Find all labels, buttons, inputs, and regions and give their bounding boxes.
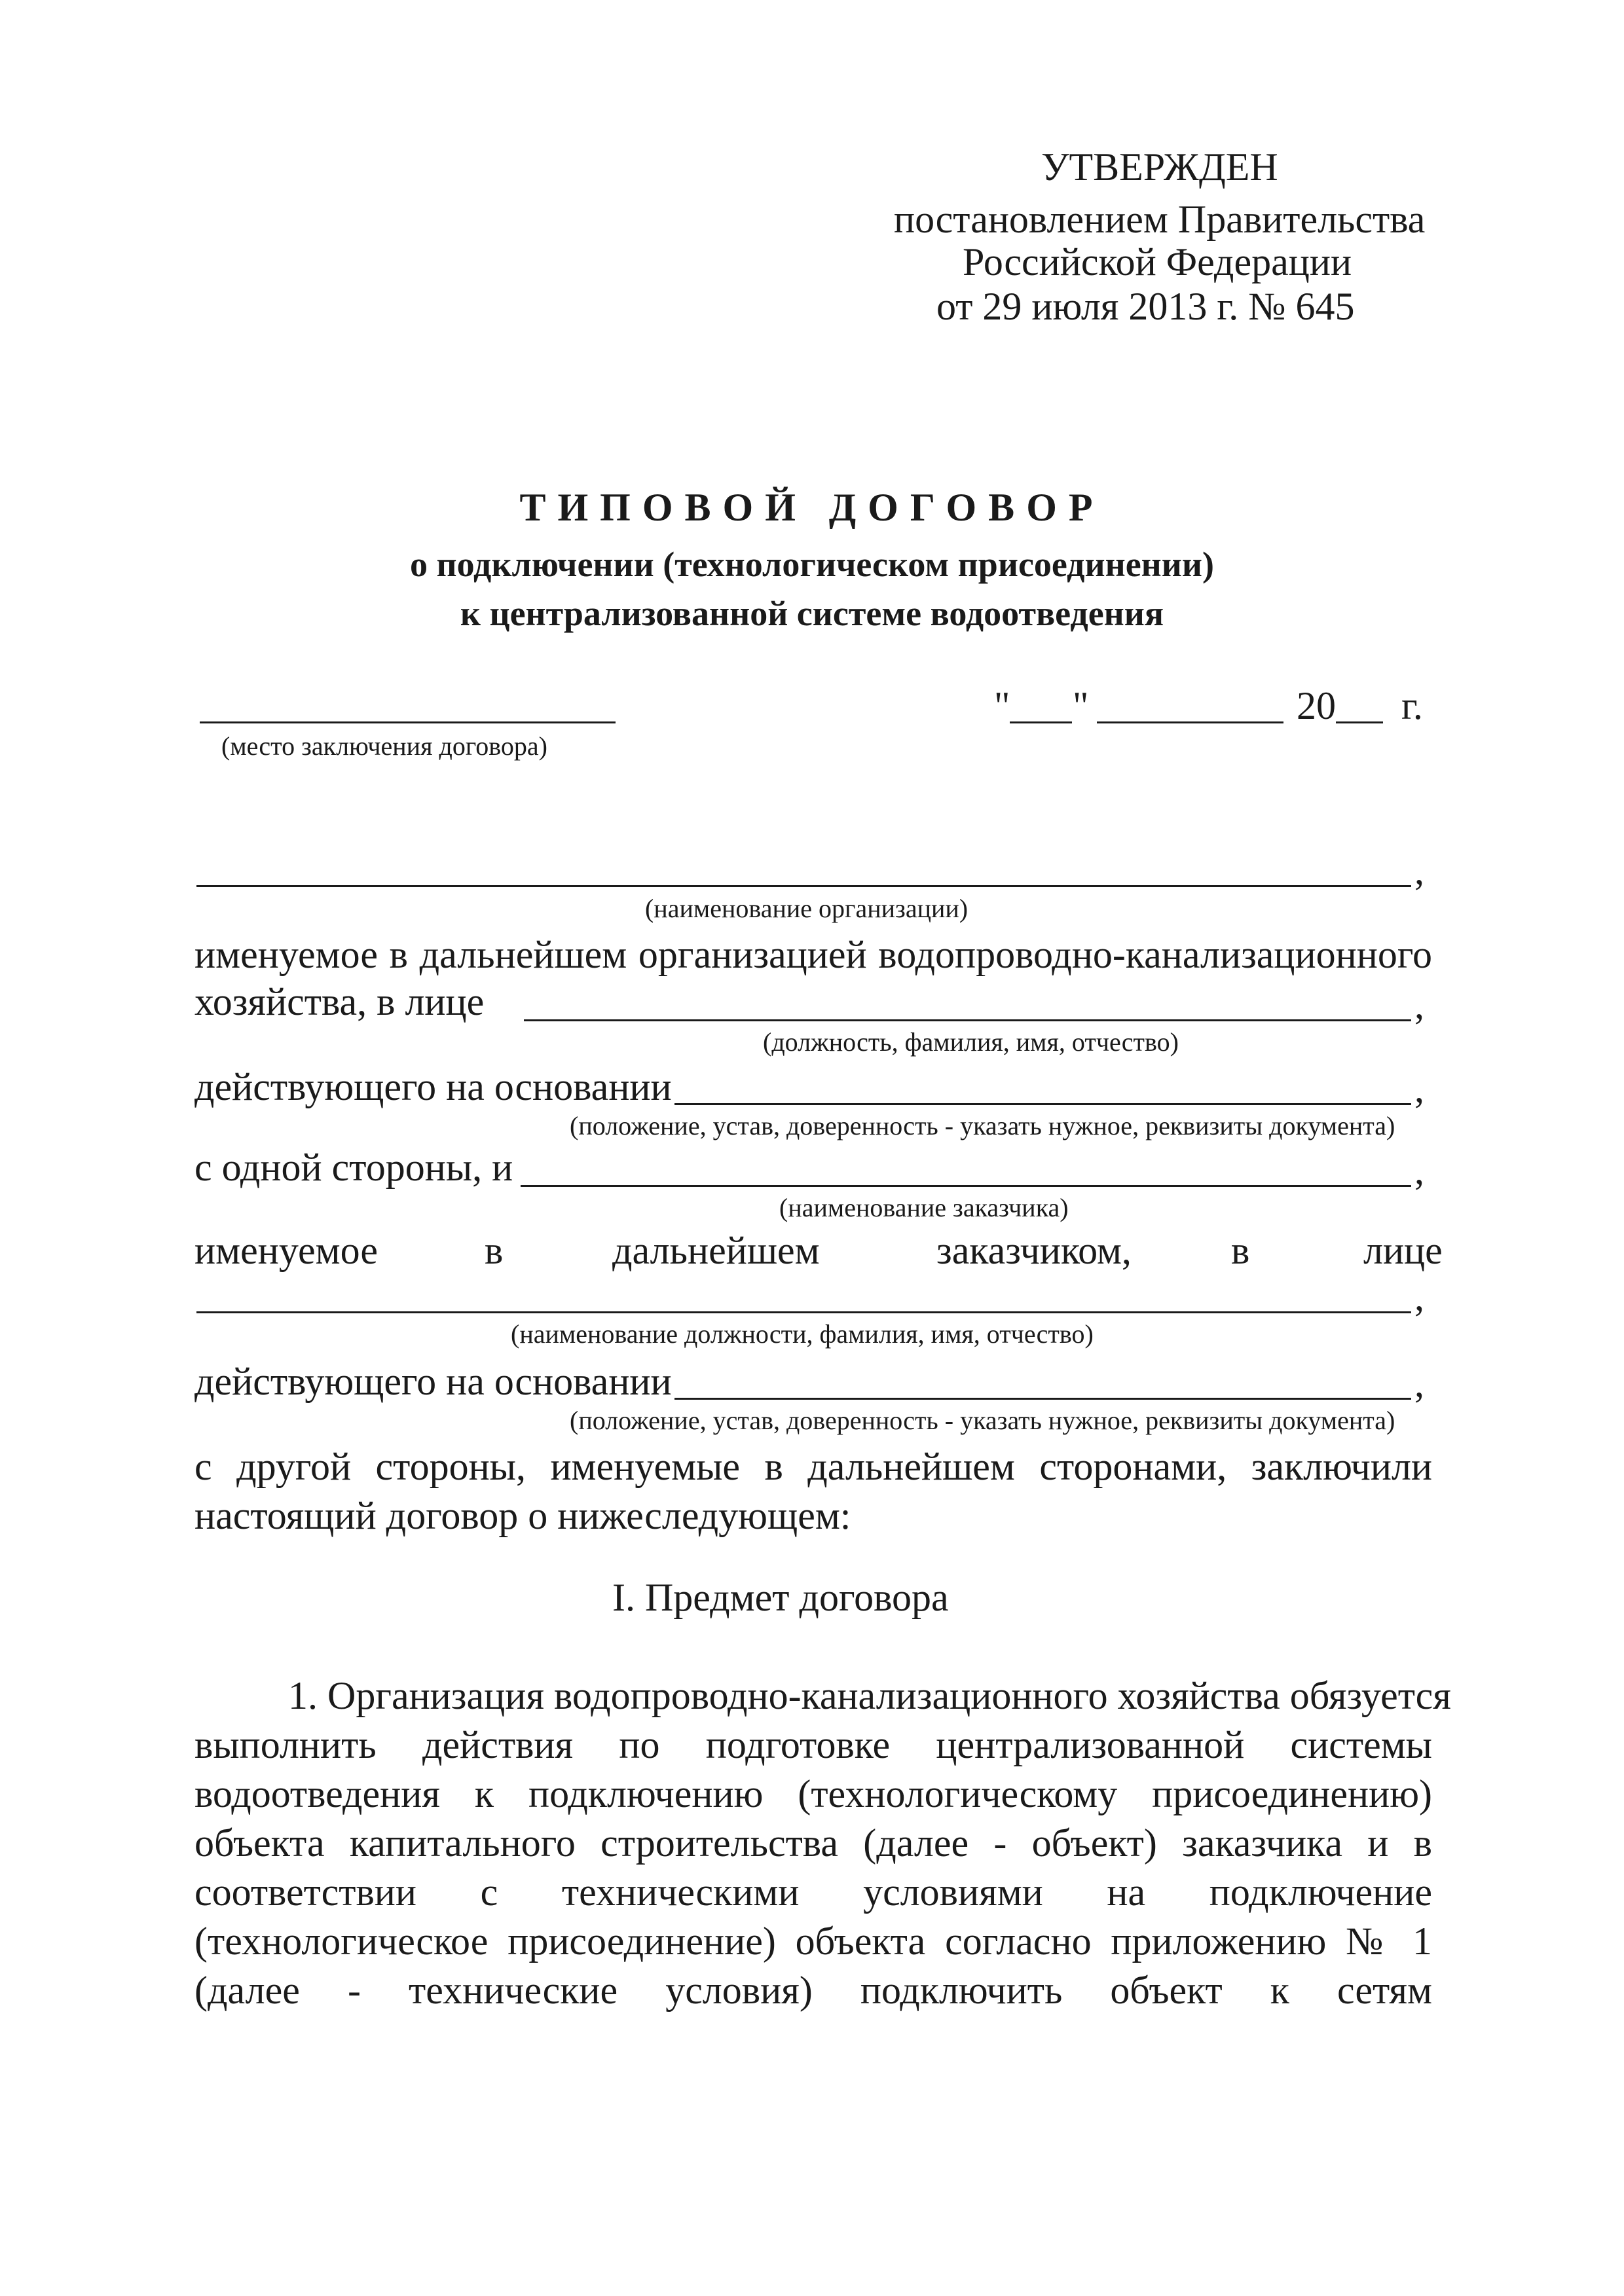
- paragraph-1-line-4: объекта капитального строительства (далее - объект) заказчика и в: [194, 1821, 1432, 1865]
- date-day-blank: [1010, 721, 1072, 723]
- paragraph-1-line-7: (далее - технические условия) подключить объект к сетям: [194, 1969, 1432, 2012]
- customer-blank-line: [521, 1185, 1411, 1187]
- approval-line-decree: постановлением Правительства: [894, 198, 1426, 241]
- customer-person-blank-line: [196, 1311, 1411, 1313]
- date-year-prefix: 20: [1297, 684, 1336, 727]
- approval-line-date: от 29 июля 2013 г. № 645: [936, 285, 1355, 328]
- place-caption: (место заключения договора): [221, 731, 547, 761]
- customer-caption: (наименование заказчика): [779, 1193, 1069, 1222]
- document-title: ТИПОВОЙ ДОГОВОР: [519, 486, 1105, 529]
- text-named-organization: именуемое в дальнейшем организацией водопроводно-канализационного: [194, 933, 1432, 976]
- word-named: именуемое: [194, 1229, 378, 1272]
- place-blank-line: [200, 721, 616, 723]
- section-heading: I. Предмет договора: [612, 1576, 949, 1619]
- comma: ,: [1414, 1362, 1424, 1405]
- basis-caption-2: (положение, устав, доверенность - указать нужное, реквизиты документа): [570, 1406, 1395, 1435]
- word-in: в: [485, 1229, 504, 1272]
- text-other-side-1: с другой стороны, именуемые в дальнейшем сторонами, заключили: [194, 1445, 1432, 1488]
- basis-blank-line-2: [674, 1398, 1411, 1400]
- basis-blank-line-1: [674, 1103, 1411, 1105]
- customer-person-caption: (наименование должности, фамилия, имя, отчество): [511, 1319, 1094, 1349]
- paragraph-1-line-1: 1. Организация водопроводно-канализационного хозяйства обязуется: [288, 1674, 1451, 1717]
- document-subtitle-1: о подключении (технологическом присоединении): [410, 545, 1214, 584]
- approval-line-federation: Российской Федерации: [963, 240, 1352, 283]
- paragraph-1-line-5: соответствии с техническими условиями на подключение: [194, 1870, 1432, 1914]
- organization-blank-line: [196, 885, 1411, 887]
- basis-caption-1: (положение, устав, доверенность - указать нужное, реквизиты документа): [570, 1111, 1395, 1140]
- text-one-side: с одной стороны, и: [194, 1146, 513, 1189]
- date-quote-open: ": [994, 684, 1010, 727]
- paragraph-1-line-6: (технологическое присоединение) объекта согласно приложению № 1: [194, 1920, 1432, 1963]
- document-subtitle-2: к централизованной системе водоотведения: [460, 594, 1164, 633]
- word-in-2: в: [1231, 1229, 1250, 1272]
- approval-title: УТВЕРЖДЕН: [1041, 145, 1278, 189]
- comma: ,: [1414, 1275, 1424, 1319]
- organization-caption: (наименование организации): [645, 894, 969, 923]
- word-hereinafter: дальнейшем: [612, 1229, 820, 1272]
- comma: ,: [1414, 849, 1424, 892]
- comma: ,: [1414, 1149, 1424, 1192]
- word-customer: заказчиком,: [936, 1229, 1132, 1272]
- date-year-blank: [1336, 721, 1383, 723]
- comma: ,: [1414, 983, 1424, 1027]
- word-person: лице: [1363, 1229, 1443, 1272]
- text-acting-basis-1: действующего на основании: [194, 1065, 672, 1108]
- comma: ,: [1414, 1067, 1424, 1110]
- text-acting-basis-2: действующего на основании: [194, 1360, 672, 1403]
- paragraph-1-line-2: выполнить действия по подготовке централизованной системы: [194, 1723, 1432, 1766]
- person-blank-line: [524, 1019, 1411, 1021]
- date-year-suffix: г.: [1401, 684, 1423, 727]
- date-month-blank: [1097, 721, 1283, 723]
- date-quote-close: ": [1073, 684, 1089, 727]
- text-other-side-2: настоящий договор о нижеследующем:: [194, 1494, 851, 1537]
- text-household-in-person: хозяйства, в лице: [194, 980, 485, 1023]
- person-caption: (должность, фамилия, имя, отчество): [763, 1027, 1179, 1057]
- paragraph-1-line-3: водоотведения к подключению (технологическому присоединению): [194, 1772, 1432, 1815]
